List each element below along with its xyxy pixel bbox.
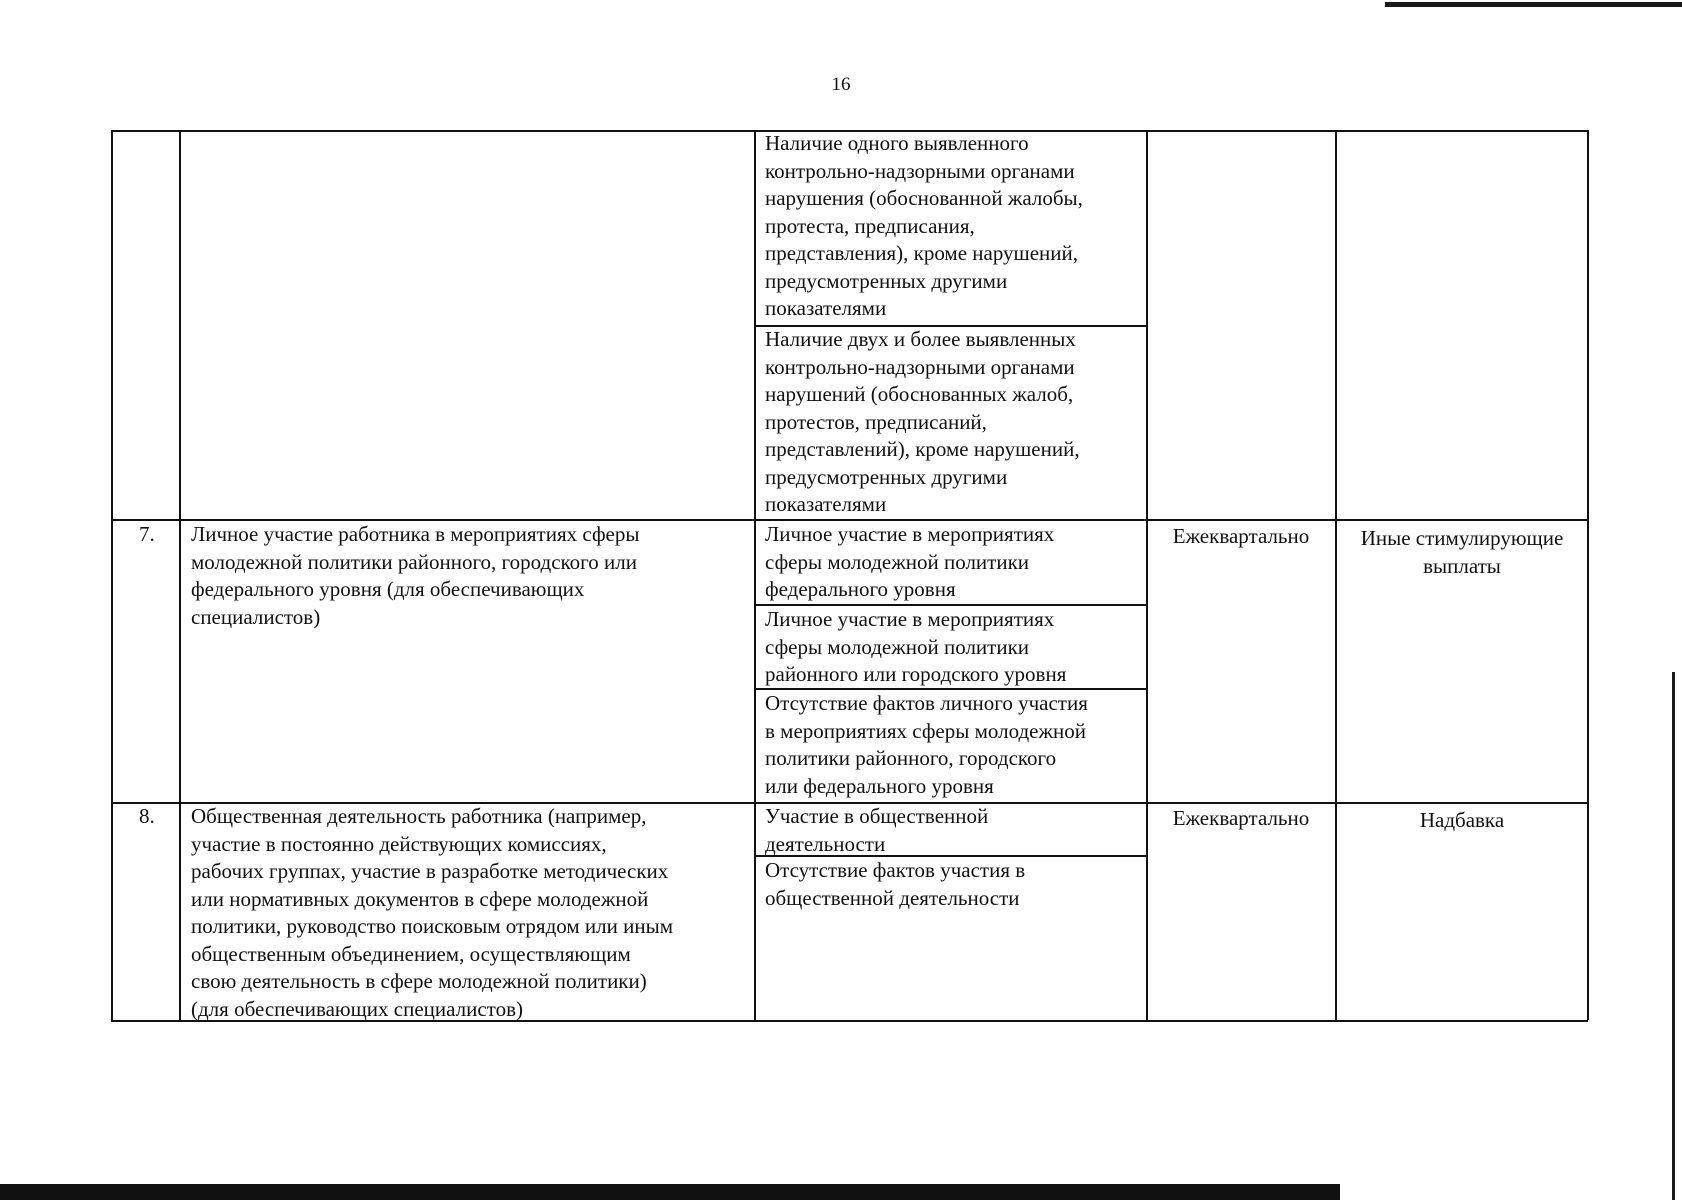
- column-border-indicator: [754, 130, 756, 1020]
- criterion-cell: Отсутствие фактов личного участия в мероприятиях сферы молодежной политики районного, городского или федерального уровня: [765, 691, 1088, 798]
- criterion-cell: Наличие одного выявленного контрольно-надзорными органами нарушения (обоснованной жалобы, протеста, предписания, представления), кроме нарушений, предусмотренных другими показателями: [765, 131, 1083, 320]
- indicator-cell: Общественная деятельность работника (например, участие в постоянно действующих комиссиях, рабочих группах, участие в разработке методических или нормативных документов в сфере молодежной политики, руководство поисковым отрядом или иным общественным объединением, осуществляющим свою деятельность в сфере молодежной политики) (для обеспечивающих специалистов): [191, 804, 673, 1021]
- criterion-cell: Личное участие в мероприятиях сферы молодежной политики районного или городского уровня: [765, 607, 1067, 686]
- scan-edge-top: [1385, 2, 1682, 7]
- row-number: 7.: [139, 522, 155, 546]
- indicator-cell: Личное участие работника в мероприятиях сферы молодежной политики районного, городского или федерального уровня (для обеспечивающих специалистов): [191, 522, 640, 629]
- criterion-cell: Личное участие в мероприятиях сферы молодежной политики федерального уровня: [765, 522, 1055, 601]
- criteria-table: [111, 130, 1588, 1020]
- scan-edge-bottom: [0, 1184, 1340, 1200]
- criterion-cell: Наличие двух и более выявленных контрольно-надзорными органами нарушений (обоснованных жалоб, протестов, предписаний, представлений), кроме нарушений, предусмотренных другими показателями: [765, 327, 1080, 516]
- scan-edge-right: [1672, 672, 1675, 1200]
- column-border-left: [111, 130, 113, 1020]
- row-number: 8.: [139, 804, 155, 828]
- column-border-number: [179, 130, 181, 1020]
- payment-type-cell: Надбавка: [1419, 808, 1505, 832]
- periodicity-cell: Ежеквартально: [1172, 806, 1310, 830]
- payment-type-cell: Иные стимулирующие выплаты: [1360, 526, 1564, 578]
- periodicity-cell: Ежеквартально: [1172, 524, 1310, 548]
- column-border-criteria: [1146, 130, 1148, 1020]
- criterion-cell: Отсутствие фактов участия в общественной деятельности: [765, 858, 1026, 910]
- page-number: 16: [831, 74, 851, 95]
- column-border-right: [1587, 130, 1589, 1020]
- criterion-cell: Участие в общественной деятельности: [765, 804, 989, 856]
